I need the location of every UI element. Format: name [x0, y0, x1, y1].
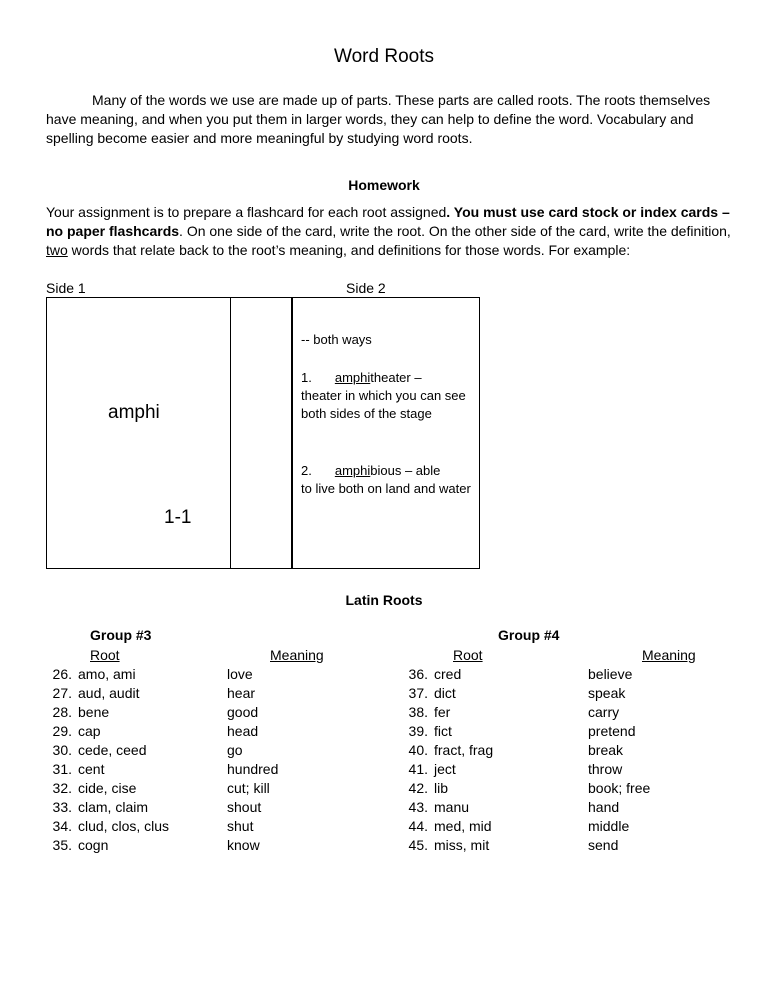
meaning-item: head	[227, 723, 259, 739]
card-number: 1-1	[164, 507, 192, 528]
list-item: 28. bene	[52, 704, 110, 720]
card-divider-left	[230, 297, 231, 569]
card-example-2	[301, 462, 475, 498]
group-3-meaning-header: Meaning	[270, 647, 324, 663]
meaning-item: hear	[227, 685, 256, 701]
meaning-item: throw	[588, 761, 623, 777]
page-title: Word Roots	[334, 46, 434, 67]
list-item: 36. cred	[408, 666, 462, 682]
meaning-item: shout	[227, 799, 262, 815]
list-item: 45. miss, mit	[408, 837, 490, 853]
list-item: 32. cide, cise	[52, 780, 137, 796]
example-2-definition: to live both on land and water	[301, 481, 471, 496]
group-4-root-header: Root	[453, 647, 483, 663]
meaning-item: pretend	[588, 723, 636, 739]
list-item: 38. fer	[408, 704, 451, 720]
meaning-item: shut	[227, 818, 254, 834]
list-item: 43. manu	[408, 799, 470, 815]
side-1-label: Side 1	[46, 280, 86, 296]
card-example-1	[301, 369, 475, 423]
list-item: 29. cap	[52, 723, 101, 739]
card-divider-right	[291, 297, 293, 569]
example-1-number: 1.	[301, 370, 312, 385]
assignment-text-1: Your assignment is to prepare a flashcard for each root assigned	[46, 204, 447, 220]
list-item: 42. lib	[408, 780, 449, 796]
meaning-item: speak	[588, 685, 626, 701]
list-item: 27. aud, audit	[52, 685, 140, 701]
meaning-item: good	[227, 704, 259, 720]
meaning-item: send	[588, 837, 619, 853]
example-flashcard	[46, 297, 480, 569]
group-3-list	[46, 665, 169, 855]
group-3-title: Group #3	[90, 627, 152, 643]
meaning-item: believe	[588, 666, 633, 682]
group-3-root-header: Root	[90, 647, 120, 663]
list-item: 40. fract, frag	[408, 742, 494, 758]
meaning-item: hundred	[227, 761, 279, 777]
example-1-definition: theater in which you can see both sides of the stage	[301, 388, 466, 421]
card-meaning: -- both ways	[301, 332, 372, 347]
list-item: 35. cogn	[52, 837, 109, 853]
list-item: 33. clam, claim	[52, 799, 149, 815]
assignment-paragraph	[46, 203, 732, 260]
example-2-word-rest: bious – able	[370, 463, 441, 478]
meaning-item: love	[227, 666, 253, 682]
group-4-title: Group #4	[498, 627, 560, 643]
latin-roots-heading: Latin Roots	[345, 592, 423, 608]
list-item: 26. amo, ami	[52, 666, 136, 682]
group-3-meanings	[227, 665, 278, 855]
side-2-label: Side 2	[346, 280, 386, 296]
example-2-number: 2.	[301, 463, 312, 478]
example-1-word-rest: theater –	[370, 370, 422, 385]
meaning-item: break	[588, 742, 624, 758]
assignment-text-2: . On one side of the card, write the root. On the other side of the card, write the definition,	[179, 223, 731, 239]
list-item: 37. dict	[408, 685, 456, 701]
meaning-item: book; free	[588, 780, 651, 796]
list-item: 39. fict	[408, 723, 452, 739]
card-root-word: amphi	[108, 402, 160, 423]
example-2-root: amphi	[334, 463, 371, 478]
group-4-meanings	[588, 665, 650, 855]
meaning-item: hand	[588, 799, 620, 815]
assignment-text-3: words that relate back to the root’s meaning, and definitions for those words. For example:	[67, 242, 631, 258]
list-item: 30. cede, ceed	[52, 742, 147, 758]
intro-paragraph: Many of the words we use are made up of parts. These parts are called roots. The roots themselves have meaning, and when you put them in larger words, they can help to define the word. Vocabulary and spelling become easier and more meaningful by studying word roots.	[46, 92, 711, 146]
list-item: 31. cent	[52, 761, 105, 777]
group-4-meaning-header: Meaning	[642, 647, 696, 663]
homework-heading: Homework	[348, 177, 420, 193]
meaning-item: know	[227, 837, 260, 853]
meaning-item: go	[227, 742, 243, 758]
meaning-item: cut; kill	[227, 780, 270, 796]
example-1-root: amphi	[334, 370, 371, 385]
list-item: 44. med, mid	[408, 818, 492, 834]
assignment-bold-text: . You must use card stock or index cards – no paper flashcards	[46, 204, 730, 239]
list-item: 41. ject	[408, 761, 456, 777]
meaning-item: middle	[588, 818, 630, 834]
assignment-underlined-text: two	[46, 242, 68, 258]
list-item: 34. clud, clos, clus	[52, 818, 170, 834]
group-4-list	[402, 665, 493, 855]
meaning-item: carry	[588, 704, 620, 720]
